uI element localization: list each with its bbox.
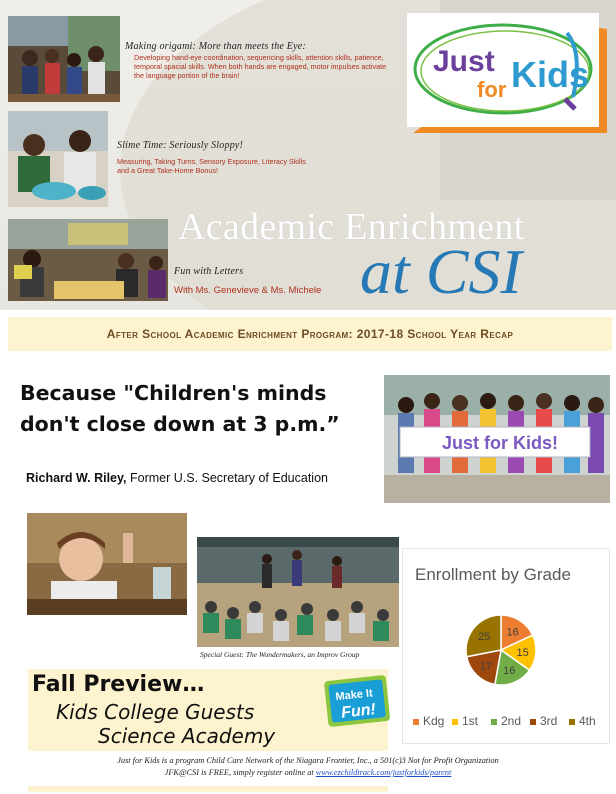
pie-data-label-2nd: 16 (503, 665, 516, 678)
activity-letters-title: Fun with Letters (174, 266, 244, 277)
pie-data-label-4th: 25 (478, 631, 491, 644)
legend-swatch-kdg (413, 719, 419, 725)
legend-swatch-1st (452, 719, 458, 725)
footer-line2 (0, 768, 616, 777)
activity-origami-title: Making origami: More than meets the Eye: (125, 41, 306, 52)
quote-author: Richard W. Riley, (26, 471, 127, 485)
fall-preview-line1: Kids College Guests (56, 700, 255, 724)
legend-label-4th: 4th (579, 714, 596, 728)
enrollment-pie-svg (403, 549, 611, 745)
kids-banner-text: Just for Kids! (442, 433, 559, 453)
quote-attribution (26, 471, 328, 485)
special-guest-caption: Special Guest: The Wondermakers, an Improv Group (200, 650, 360, 659)
footer-bar (28, 786, 388, 792)
fall-preview-line2: Science Academy (98, 724, 276, 748)
slime-photo (8, 111, 108, 207)
quote-text: Because "Children's minds don't close down at 3 p.m.” (20, 381, 340, 436)
legend-label-kdg: Kdg (423, 714, 445, 728)
register-link[interactable]: www.ezchildtrack.com/justforkids/parent (315, 768, 452, 777)
legend-label-2nd: 2nd (501, 714, 522, 728)
logo-for: for (477, 77, 507, 102)
legend-label-3rd: 3rd (540, 714, 558, 728)
just-for-kids-logo (407, 13, 607, 135)
activity-letters-body: With Ms. Genevieve & Ms. Michele (174, 285, 322, 296)
fall-preview-title: Fall Preview… (32, 672, 205, 697)
origami-photo (8, 16, 120, 102)
pie-data-label-1st: 15 (516, 646, 529, 659)
pie-data-label-kdg: 16 (506, 626, 519, 639)
makeit-line1: Make It (334, 687, 374, 704)
footer-line1: Just for Kids is a program Child Care Network of the Niagara Frontier, Inc., a 501(c)3 Not for Profit Organization (117, 756, 499, 765)
hero-title-line2: at CSI (360, 236, 522, 307)
letters-photo (8, 219, 168, 301)
activity-slime-body: Measuring, Taking Turns, Sensory Exposure, Literacy Skills and a Great Take-Home Bonus! (117, 157, 306, 175)
legend-label-1st: 1st (462, 714, 479, 728)
recap-banner (8, 317, 612, 351)
chart-title: Enrollment by Grade (415, 565, 571, 584)
quote-role: Former U.S. Secretary of Education (129, 471, 328, 485)
pie-data-label-3rd: 17 (479, 660, 492, 673)
make-it-fun-badge (322, 672, 392, 728)
legend-swatch-4th (569, 719, 575, 725)
makeit-line2: Fun! (340, 701, 377, 722)
enrollment-chart (402, 548, 610, 744)
activity-slime-title: Slime Time: Seriously Sloppy! (117, 140, 244, 151)
logo-kids: Kids (511, 54, 590, 95)
footer-line2-prefix: JFK@CSI is FREE, simply register online at (164, 768, 314, 777)
kids-banner-photo (384, 375, 610, 503)
hero-title-line1: Academic Enrichment (178, 206, 525, 248)
activity-origami-body: Developing hand-eye coordination, sequencing skills, attention skills, patience, temporal spacial skills. When both hands are engaged, motor impulses activate the language portion of the brain! (134, 53, 387, 80)
legend-swatch-2nd (491, 719, 497, 725)
logo-just: Just (433, 45, 495, 78)
improv-group-photo (197, 537, 399, 647)
legend-swatch-3rd (530, 719, 536, 725)
recap-banner-text: After School Academic Enrichment Program: 2017-18 School Year Recap (106, 327, 514, 341)
science-boy-photo (27, 513, 187, 615)
